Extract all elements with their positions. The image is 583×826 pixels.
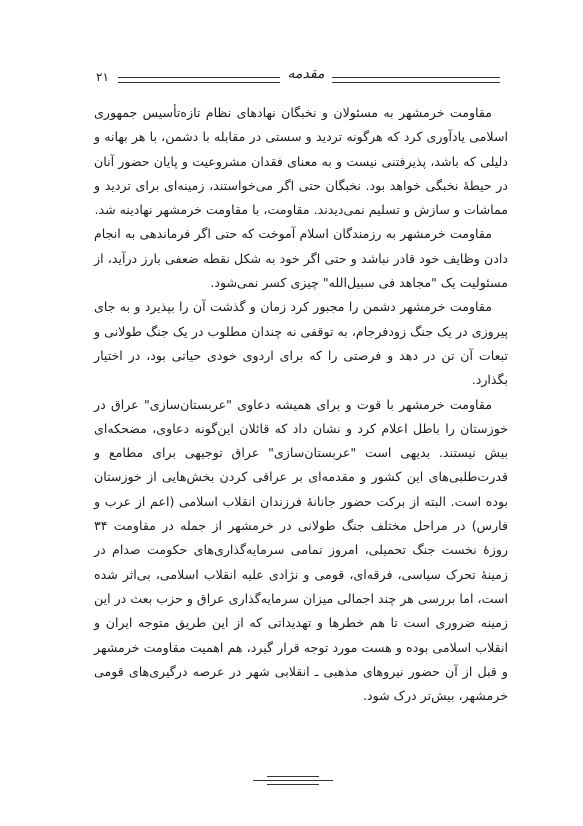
- paragraph-4: مقاومت خرمشهر با قوت و برای همیشه دعاوی "عربستان‌سازی" عراق در خوزستان را باطل اعلام کرد و نشان داد که قائلان این‌گونه دعاوی، مضحکه‌ای بیش نیستند. بدیهی است "عربستان‌سازی" عراق توجیهی برای مطامع و قدرت‌طلبی‌های این کشور و مقدمه‌ای بر عراقی کردن بخش‌هایی از خوزستان بوده است. البته از برکت حضور جانانهٔ فرزندان انقلاب اسلامی (اعم از عرب و فارس) در مراحل مختلف جنگ طولانی در خرمشهر از جمله در مقاومت ۳۴ روزهٔ نخست جنگ تحمیلی، امروز تمامی سرمایه‌گذاری‌های حکومت صدام در زمینهٔ تحرک سیاسی، فرقه‌ای، قومی و نژادی علیه انقلاب اسلامی، بی‌اثر شده است، اما بررسی هر چند اجمالی میزان سرمایه‌گذاری عراق و حزب بعث در این زمینه ضروری است تا هم خطرها و تهدیداتی که از این طریق متوجه ایران و انقلاب اسلامی بوده و هست مورد توجه قرار گیرد، هم اهمیت مقاومت خرمشهر و قبل از آن حضور نیروهای مذهبی ـ انقلابی شهر در عرصه درگیری‌های قومی خرمشهر، بیش‌تر درک شود.: [94, 396, 508, 704]
- header-rule-right: [332, 77, 500, 83]
- end-ornament: [253, 774, 333, 786]
- page-number: ۲۱: [96, 70, 109, 84]
- paragraph-1: مقاومت خرمشهر به مسئولان و نخبگان نهادهای نظام تازه‌تأسیس جمهوری اسلامی یادآوری کرد که هرگونه تردید و سستی در مقابله با دشمن، با هر بهانه و دلیلی که باشد، پذیرفتنی نیست و به معنای فقدان مشروعیت و پایان حضور آنان در حیطهٔ نخبگی خواهد بود. نخبگان حتی اگر می‌خواستند، زمینه‌ای برای تردید و مماشات و سازش و تسلیم نمی‌دیدند. مقاومت، با مقاومت خرمشهر نهادینه شد.: [94, 105, 508, 218]
- paragraph-2: مقاومت خرمشهر به رزمندگان اسلام آموخت که حتی اگر فرماندهی به انجام دادن وظایف خود قادر نباشد و حتی اگر خود به شکل نقطه ضعفی بارز درآید، از مسئولیت یک "مجاهد فی سبیل‌الله" چیزی کسر نمی‌شود.: [94, 226, 508, 291]
- running-header: [96, 68, 500, 92]
- paragraph-3: مقاومت خرمشهر دشمن را مجبور کرد زمان و گذشت آن را بپذیرد و به جای پیروزی در یک جنگ زودفرجام، به توقفی نه چندان مطلوب در یک جنگ طولانی و تبعات آن تن در دهد و فرصتی را که برای اردوی خودی حیاتی بود، در اختیار بگذارد.: [94, 299, 508, 388]
- header-rule-left: [118, 77, 280, 83]
- body-text: [94, 101, 508, 708]
- running-title: مقدمه: [287, 66, 325, 82]
